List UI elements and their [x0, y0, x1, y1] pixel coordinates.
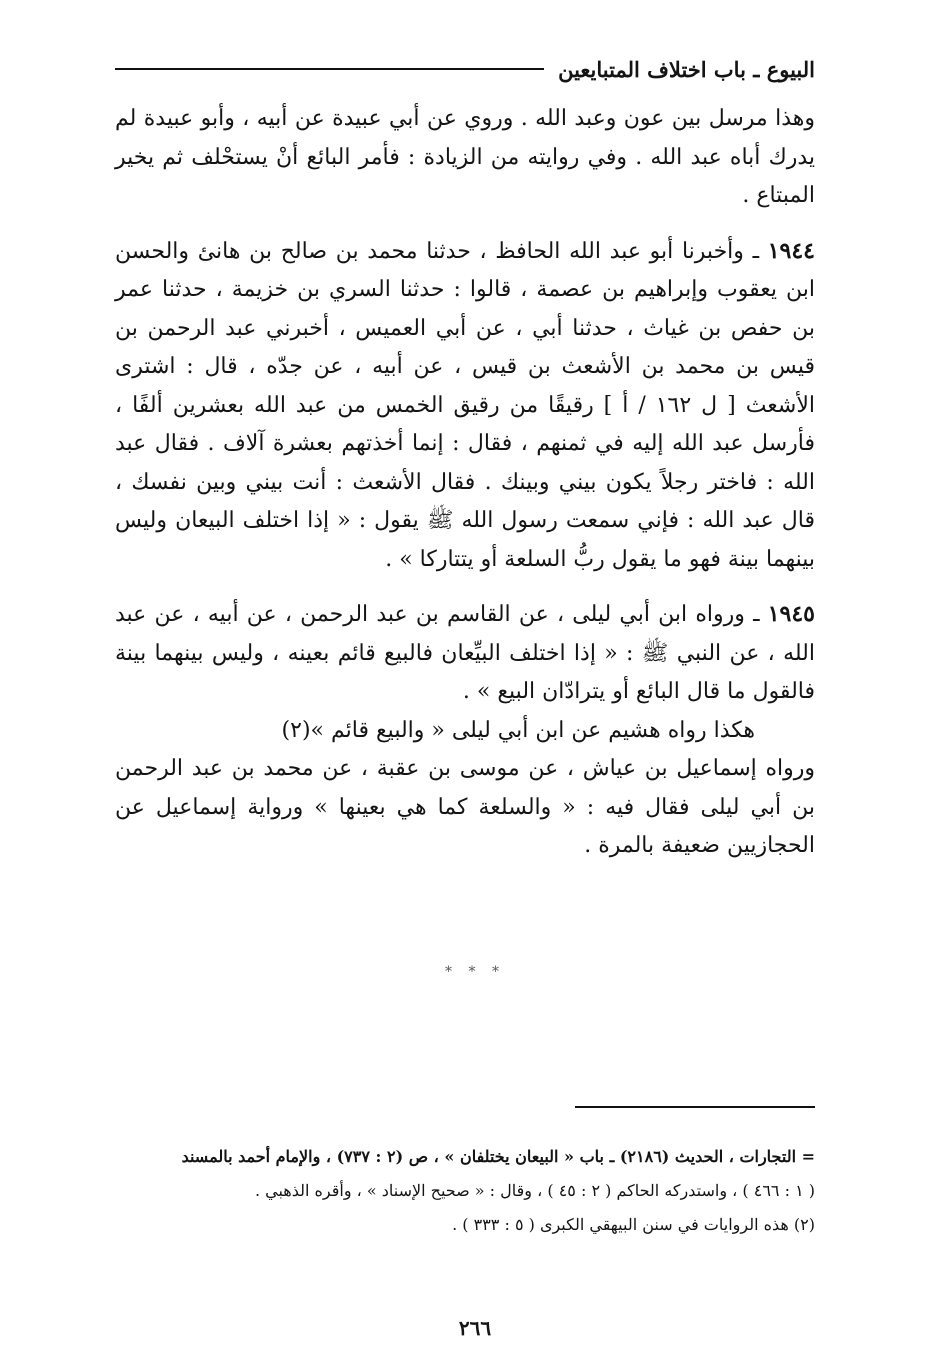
body-text: [115, 100, 815, 866]
header-rule: [115, 68, 544, 70]
hadith-number: ١٩٤٤: [767, 237, 815, 264]
hadith-1944: [115, 232, 815, 580]
paragraph-text: ـ ورواه ابن أبي ليلى ، عن القاسم بن عبد الرحمن ، عن أبيه ، عن عبد الله ، عن النبي ﷺ : « إذا اختلف البيِّعان فالبيع قائم بعينه ، وليس بينهما بينة فالقول ما قال البائع أو يترادّان البيع » .: [115, 602, 815, 704]
footnote-line: ( ١ : ٤٦٦ ) ، واستدركه الحاكم ( ٢ : ٤٥ ) ، وقال : « صحيح الإسناد » ، وأقره الذهبي .: [254, 1181, 815, 1200]
footnote-rule: [575, 1106, 815, 1108]
paragraph-text: وهذا مرسل بين عون وعبد الله . وروي عن أبي عبيدة عن أبيه ، وأبو عبيدة لم يدرك أباه عبد الله . وفي روايته من الزيادة : فأمر البائع أنْ يستحْلف ثم يخير المبتاع .: [115, 106, 815, 208]
footnote-line: (٢) هذه الروايات في سنن البيهقي الكبرى ( ٥ : ٣٣٣ ) .: [452, 1215, 815, 1234]
footnote-line: = التجارات ، الحديث (٢١٨٦) ـ باب « البيعان يختلفان » ، ص (٢ : ٧٣٧) ، والإمام أحمد بالمسند: [181, 1147, 815, 1166]
paragraph-text: هكذا رواه هشيم عن ابن أبي ليلى « والبيع قائم »(٢): [281, 717, 755, 743]
header-title: البيوع ـ باب اختلاف المتبايعين: [558, 56, 815, 82]
paragraph: [115, 100, 815, 216]
paragraph: [115, 712, 815, 751]
paragraph: [115, 750, 815, 866]
paragraph-text: ـ وأخبرنا أبو عبد الله الحافظ ، حدثنا محمد بن صالح بن هانئ والحسن ابن يعقوب وإبراهيم بن عصمة ، قالوا : حدثنا السري بن خزيمة ، حدثنا عمر بن حفص بن غياث ، حدثنا أبي ، عن أبي العميس ، أخبرني عبد الرحمن بن قيس بن محمد بن الأشعث بن قيس ، عن أبيه ، عن جدّه ، قال : اشترى الأشعث [ ل ١٦٢ / أ ] رقيقًا من رقيق الخمس من عبد الله بعشرين ألفًا ، فأرسل عبد الله إليه في ثمنهم ، فقال : إنما أخذتهم بعشرة آلاف . فقال عبد الله : فاختر رجلاً يكون بيني وبينك . فقال الأشعث : أنت بيني وبين نفسك ، قال عبد الله : فإني سمعت رسول الله ﷺ يقول : « إذا اختلف البيعان وليس بينهما بينة فهو ما يقول ربُّ السلعة أو يتتاركا » .: [115, 238, 815, 572]
running-header: [115, 52, 815, 86]
hadith-number: ١٩٤٥: [767, 601, 815, 627]
section-separator: * * *: [445, 964, 505, 980]
paragraph-text: ورواه إسماعيل بن عياش ، عن موسى بن عقبة ، عن محمد بن عبد الرحمن بن أبي ليلى فقال فيه : « والسلعة كما هي بعينها » ورواية إسماعيل عن الحجازيين ضعيفة بالمرة .: [115, 756, 815, 858]
footnotes: [115, 1140, 815, 1242]
page-number: ٢٦٦: [458, 1316, 492, 1340]
hadith-1945: [115, 595, 815, 712]
